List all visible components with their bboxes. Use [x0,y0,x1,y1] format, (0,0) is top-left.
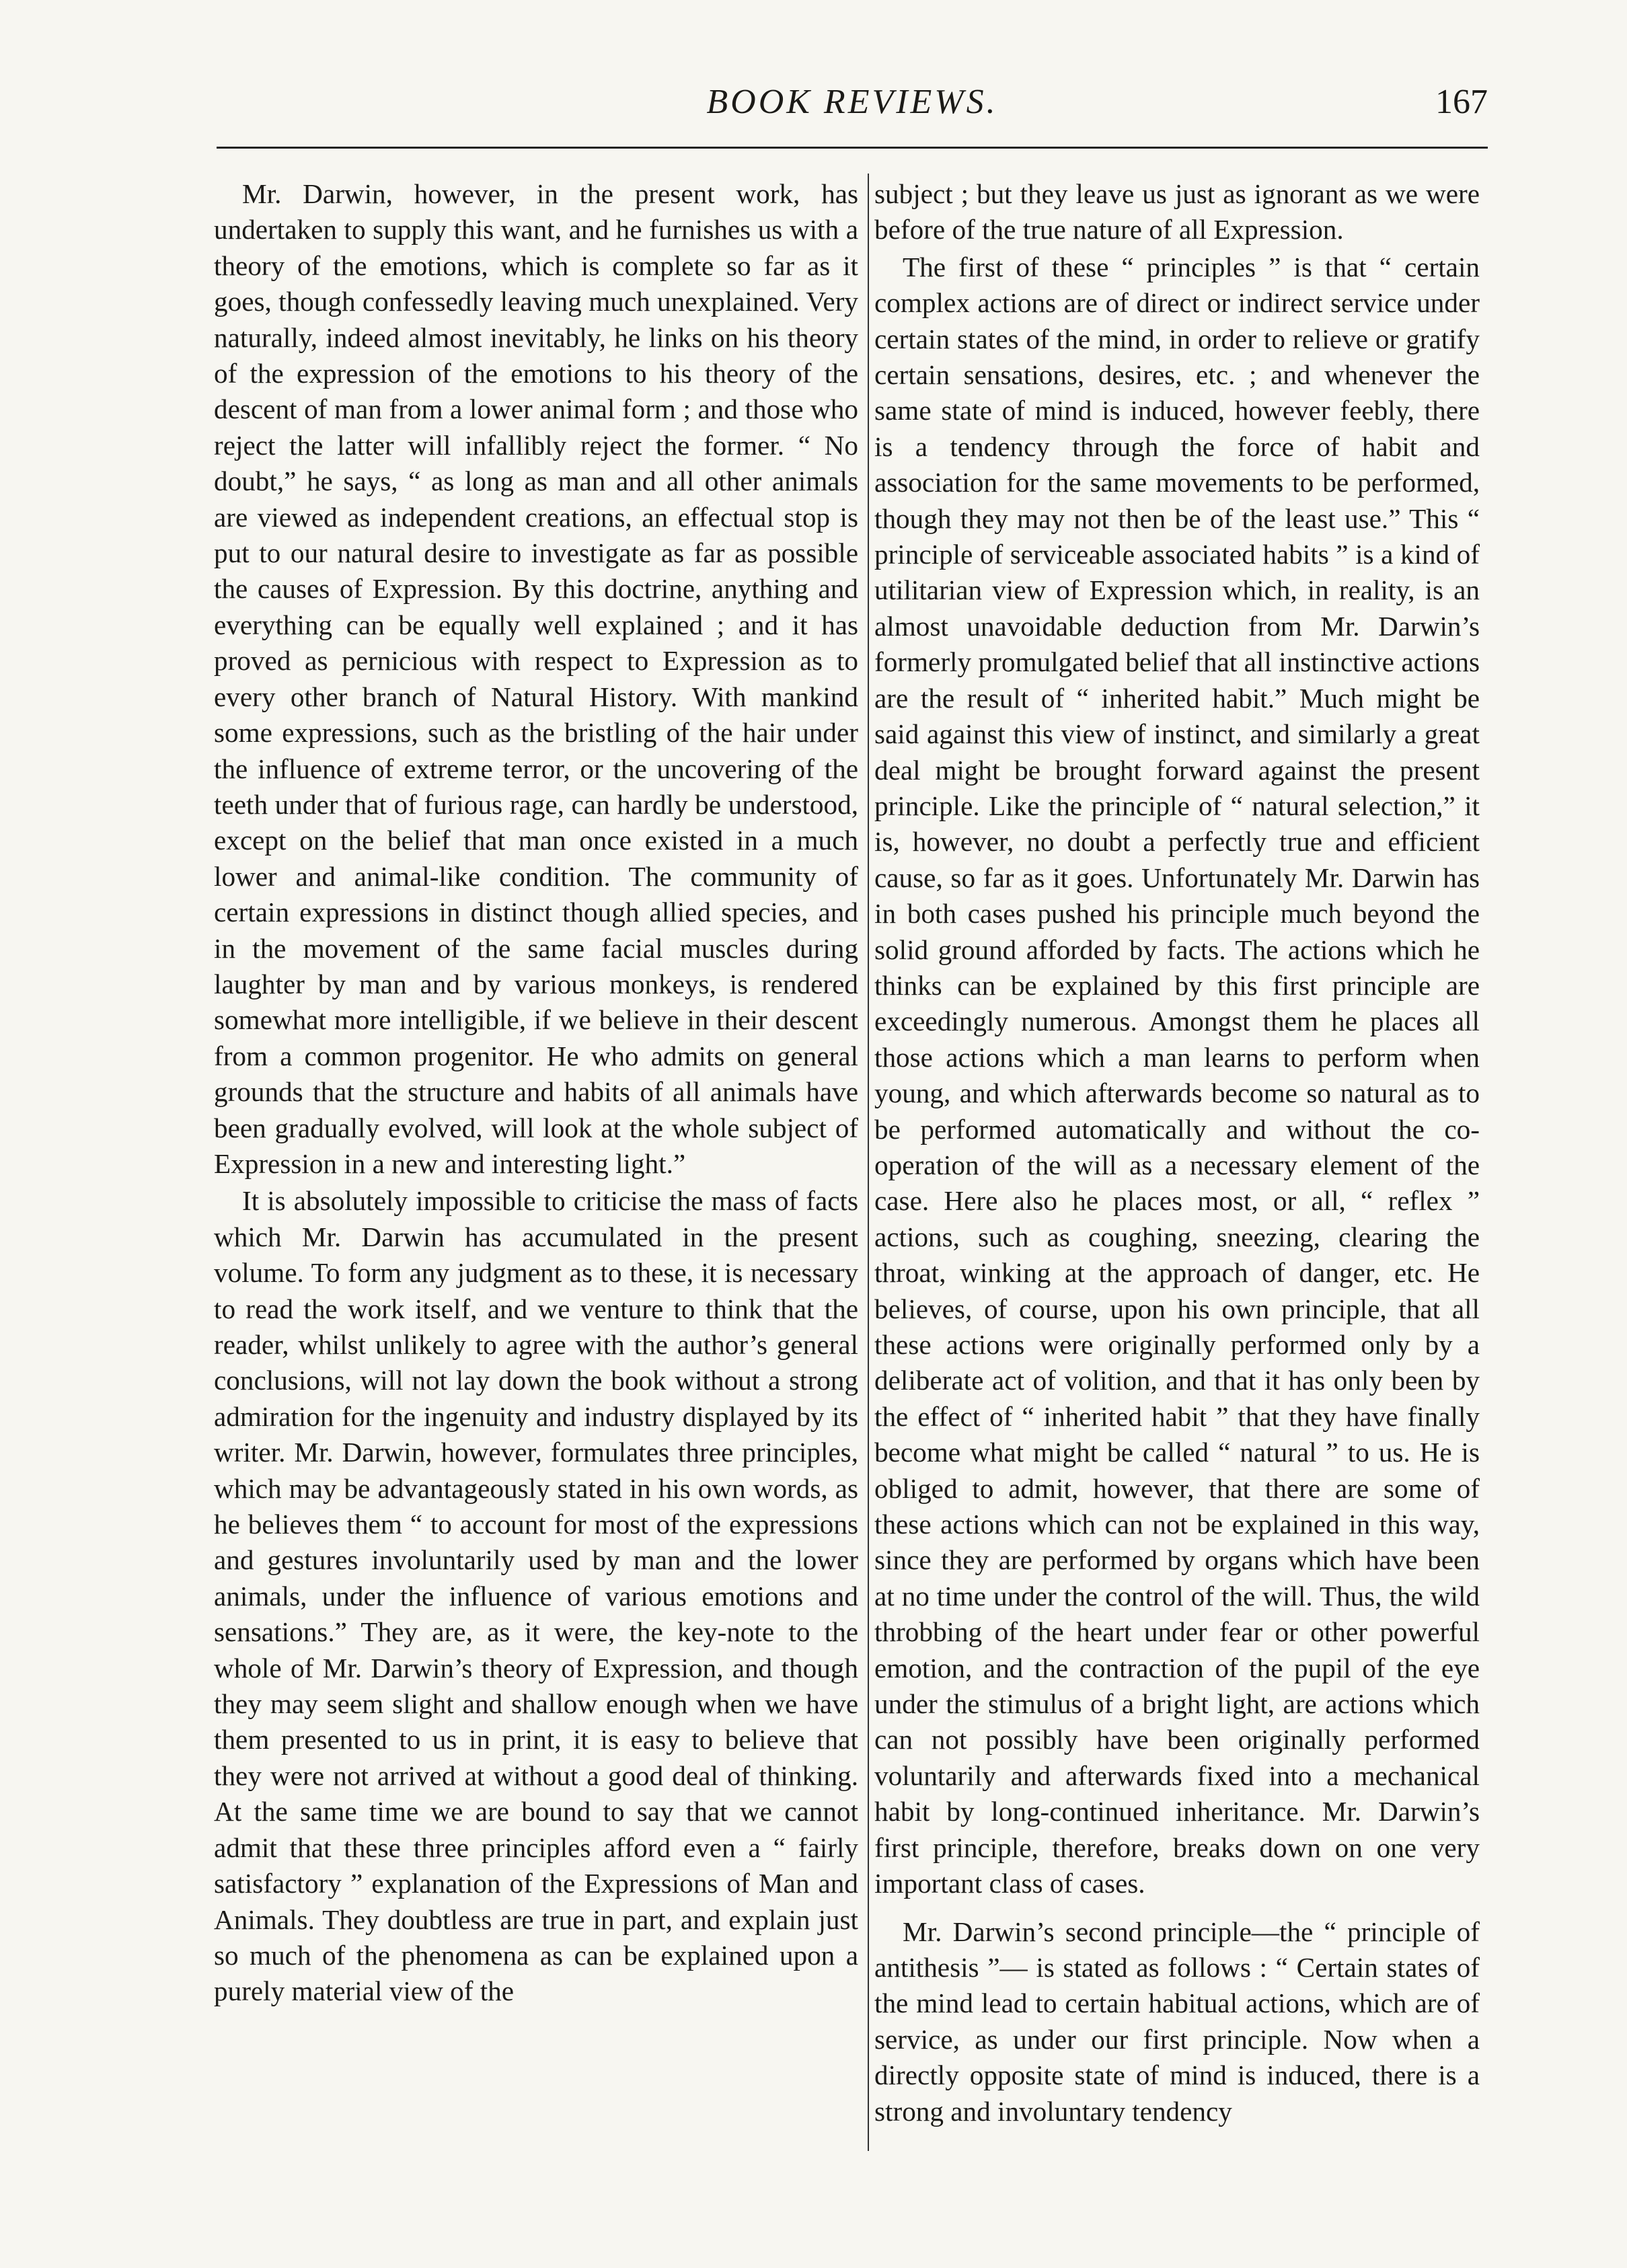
paragraph: The first of these “ principles ” is that “ certain complex actions are of direct or indirect service under certain states of the mind, in order to relieve or gratify certain sensations, desires, etc. ; and whenever the same state of mind is induced, however feebly, there is a tendency through the force of habit and association for the same movements to be performed, though they may not then be of the least use.” This “ principle of serviceable associated habits ” is a kind of utilitarian view of Expression which, in reality, is an almost unavoidable deduction from Mr. Darwin’s formerly promulgated belief that all instinctive actions are the result of “ inherited habit.” Much might be said against this view of instinct, and similarly a great deal might be brought forward against the present principle. Like the principle of “ natural selection,” it is, however, no doubt a perfectly true and efficient cause, so far as it goes. Unfortunately Mr. Darwin has in both cases pushed his principle much beyond the solid ground afforded by facts. The actions which he thinks can be explained by this first principle are exceedingly numerous. Amongst them he places all those actions which a man learns to perform when young, and which afterwards become so natural as to be performed automatically and without the co-operation of the will as a necessary element of the case. Here also he places most, or all, “ reflex ” actions, such as coughing, sneezing, clearing the throat, winking at the approach of danger, etc. He believes, of course, upon his own principle, that all these actions were originally performed only by a deliberate act of volition, and that it has only been by the effect of “ inherited habit ” that they have finally become what might be called “ natural ” to us. He is obliged to admit, however, that there are some of these actions which can not be explained in this way, since they are performed by organs which have been at no time under the control of the will. Thus, the wild throbbing of the heart under fear or other powerful emotion, and the contraction of the pupil of the eye under the stimulus of a bright light, are actions which can not possibly have been originally performed voluntarily and afterwards fixed into a mechanical habit by long-continued inheritance. Mr. Darwin’s first principle, therefore, breaks down on one very important class of cases. [874,251,1480,1899]
running-title: BOOK REVIEWS. [706,83,998,121]
paragraph: subject ; but they leave us just as ignorant as we were before of the true nature of all Expression. [874,178,1480,245]
right-column [874,176,1480,2140]
page-number: 167 [1435,83,1488,121]
paragraph: Mr. Darwin, however, in the present work, has undertaken to supply this want, and he furnishes us with a theory of the emotions, which is complete so far as it goes, though confessedly leaving much unexplained. Very naturally, indeed almost inevitably, he links on his theory of the expression of the emotions to his theory of the descent of man from a lower animal form ; and those who reject the latter will infallibly reject the former. “ No doubt,” he says, “ as long as man and all other animals are viewed as independent creations, an effectual stop is put to our natural desire to investigate as far as possible the causes of Expression. By this doctrine, anything and everything can be equally well explained ; and it has proved as pernicious with respect to Expression as to every other branch of Natural History. With mankind some expressions, such as the bristling of the hair under the influence of extreme terror, or the uncovering of the teeth under that of furious rage, can hardly be understood, except on the belief that man once existed in a much lower and animal-like condition. The community of certain expressions in distinct though allied species, and in the movement of the same facial muscles during laughter by man and by various monkeys, is rendered somewhat more intelligible, if we believe in their descent from a common progenitor. He who admits on general grounds that the structure and habits of all animals have been gradually evolved, will look at the whole subject of Expression in a new and interesting light.” [214,178,858,1179]
paragraph: Mr. Darwin’s second principle—the “ principle of antithesis ”— is stated as follows : “ Certain states of the mind lead to certain habitual actions, which are of service, as under our first principle. Now when a directly opposite state of mind is induced, there is a strong and involuntary tendency [874,1916,1480,2127]
paragraph: It is absolutely impossible to criticise the mass of facts which Mr. Darwin has accumulated in the present volume. To form any judgment as to these, it is necessary to read the work itself, and we venture to think that the reader, whilst unlikely to agree with the author’s general conclusions, will not lay down the book without a strong admiration for the ingenuity and industry displayed by its writer. Mr. Darwin, however, formulates three principles, which may be advantageously stated in his own words, as he believes them “ to account for most of the expressions and gestures involuntarily used by man and the lower animals, under the influence of various emotions and sensations.” They are, as it were, the key-note to the whole of Mr. Darwin’s theory of Expression, and though they may seem slight and shallow enough when we have them presented to us in print, it is easy to believe that they were not arrived at without a good deal of thinking. At the same time we are bound to say that we cannot admit that these three principles afford even a “ fairly satisfactory ” explanation of the Expressions of Man and Animals. They doubtless are true in part, and explain just so much of the phenomena as can be explained upon a purely material view of the [214,1185,858,2007]
left-column [214,176,858,2140]
running-head [217,79,1488,133]
column-divider [868,174,869,2151]
header-rule [217,147,1488,149]
